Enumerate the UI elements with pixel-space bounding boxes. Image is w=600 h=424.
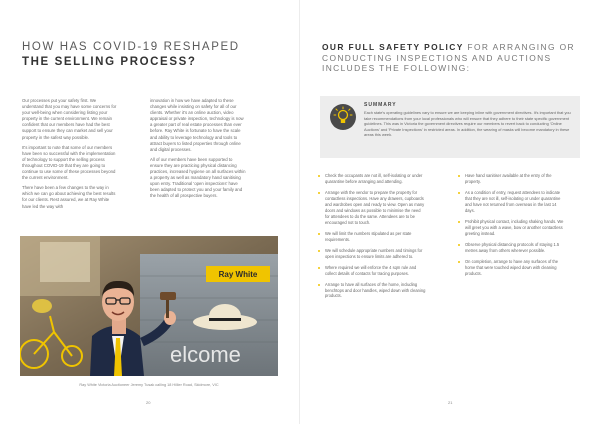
photo-caption: Ray White Victoria Auctioneer Jeremy Tusak calling 18 Hillier Road, Skidmore, VIC	[79, 383, 219, 387]
lightbulb-icon	[330, 104, 356, 130]
page-title	[22, 40, 292, 70]
list-item: Prohibit physical contact, including shaking hands. We will greet you with a wave, bow or another contactless greeting instead.	[458, 219, 566, 237]
title-line-1: HOW HAS COVID-19 RESHAPED	[22, 41, 240, 53]
section-title-bold: OUR FULL SAFETY POLICY	[322, 42, 464, 52]
policy-list-right	[458, 173, 566, 282]
auctioneer-photo	[20, 236, 278, 376]
list-item: Have hand sanitiser available at the entry of the property.	[458, 173, 566, 185]
section-title	[322, 42, 587, 74]
paragraph: There have been a few changes to the way in which we can go about achieving the best results for our clients. Rest assured, we at Ray White have led the way with	[22, 185, 116, 209]
body-column-2	[150, 98, 246, 204]
list-item: Arrange to have all surfaces of the home, including benchtops and door handles, wiped down with cleaning products.	[318, 282, 426, 300]
welcome-banner-text: elcome	[170, 342, 241, 367]
body-column-1	[22, 98, 118, 214]
policy-list-left	[318, 173, 426, 305]
page-number: 21	[448, 400, 453, 405]
list-item: Arrange with the vendor to prepare the property for contactless inspections. Have any drawers, cupboards and wardrobes open and ready to view. Open as many doors and windows as possible to minimise the need for attendees to do the same. Attendees are to be encouraged not to touch.	[318, 190, 426, 225]
list-item: Observe physical distancing protocols of staying 1.5 metres away from others wherever possible.	[458, 242, 566, 254]
summary-title: SUMMARY	[364, 102, 397, 108]
list-item: As a condition of entry, request attendees to indicate that they are not ill, self-isolating or under quarantine and have not returned from overseas in the last 14 days.	[458, 190, 566, 214]
paragraph: innovation in how we have adapted to these changes while insisting on safety for all of our clients. Whether it's an online auction, video appraisal or private inspection, technology is now a greater part of real estate processes than ever before. Ray White is fortunate to have the scale and ability to leverage technology and tools to attract buyers to listed properties through online and digital processes.	[150, 98, 244, 152]
list-item: We will schedule appropriate numbers and timings for open inspections to ensure limits are adhered to.	[318, 248, 426, 260]
summary-box	[320, 96, 580, 158]
list-item: We will limit the numbers stipulated as per state requirements.	[318, 231, 426, 243]
paragraph: It's important to note that some of our members have been so successful with the implementation of technology to support the selling process throughout COVID-19 that they are going to continue to use some of these processes beyond the current environment.	[22, 144, 116, 181]
summary-text: Each state's operating guidelines vary to ensure we are keeping inline with government directives. It's important that you take recommendations from your local professionals who will ensure that they adhere to their state specific government guidelines. This was in Victoria the government directives require our members to revert back to conducting 'Online Auctions' and 'Private Inspections' in restricted areas. In addition, the wearing of masks will become mandatory in these areas this week.	[364, 110, 571, 137]
page-number: 20	[146, 400, 151, 405]
title-line-2: THE SELLING PROCESS?	[22, 56, 197, 68]
right-page	[300, 0, 600, 424]
paragraph: All of our members have been supported to ensure they are practicing physical distancing practices, increased hygiene on all surfaces within a property as well as mandatory hand sanitising upon entry. Traditional 'open inspections' have been adapted to protect you and your family and the health of all prospective buyers.	[150, 156, 246, 199]
sign-text: Ray White	[218, 270, 258, 279]
list-item: Where required we will enforce the 4 sqm rule and collect details of contacts for tracing purposes.	[318, 265, 426, 277]
section-title-rest: FOR ARRANGING OR CONDUCTING INSPECTIONS AND AUCTIONS INCLUDES THE FOLLOWING:	[322, 42, 575, 73]
list-item: Check the occupants are not ill, self-isolating or under quarantine before arranging and attending.	[318, 173, 426, 185]
list-item: On completion, arrange to have any surfaces of the home that were touched wiped down with cleaning products.	[458, 259, 566, 277]
paragraph: Our processes put your safety first. We understand that you may have some concerns for your well-being when considering listing your property in the current environment. We remain confident that our members have had the best support to ensure they can market and sell your property in the safest way possible.	[22, 98, 117, 140]
